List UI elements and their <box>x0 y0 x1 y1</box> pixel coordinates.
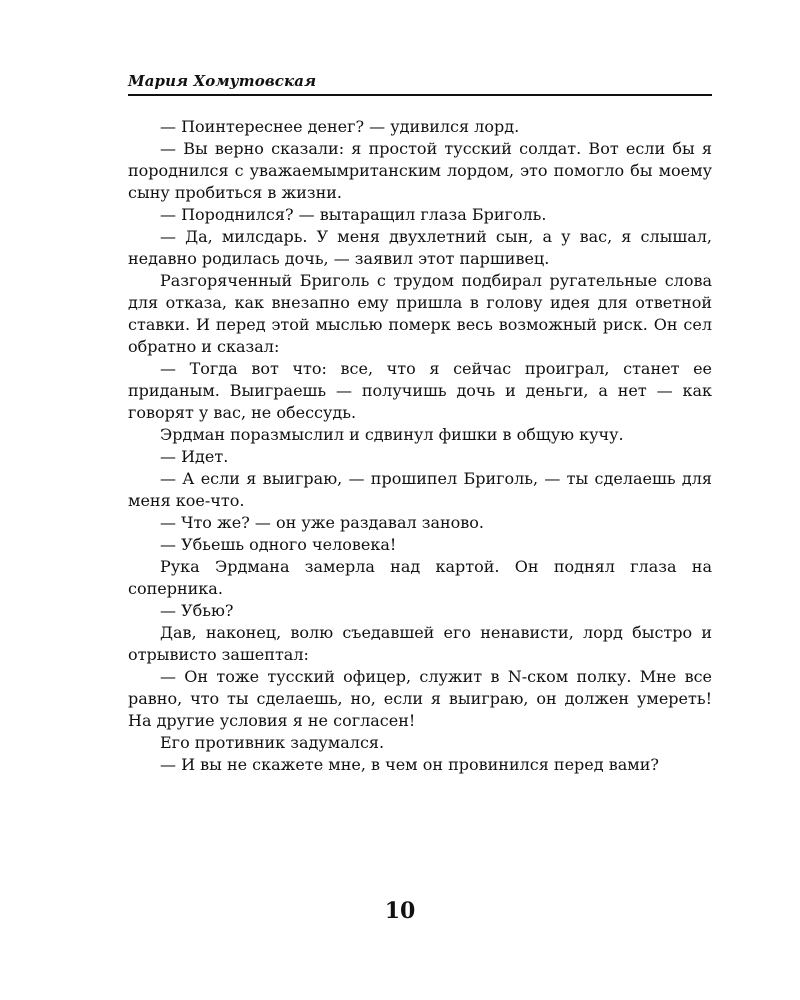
paragraph: Разгоряченный Бриголь с трудом подбирал ругательные слова для отказа, как внезапно ему пришла в голову идея для ответной ставки. И перед этой мыслью померк весь возможный риск. Он сел обратно и сказал: <box>128 271 712 356</box>
paragraph: Эрдман поразмыслил и сдвинул фишки в общую кучу. <box>160 425 624 444</box>
paragraph: — Он тоже тусский офицер, служит в N-ском полку. Мне все равно, что ты сделаешь, но, если я выиграю, он должен умереть! На другие условия я не согласен! <box>128 667 712 730</box>
header-rule <box>128 94 712 96</box>
paragraph: — Породнился? — вытаращил глаза Бриголь. <box>160 205 547 224</box>
page-body <box>128 116 712 776</box>
paragraph: — Идет. <box>160 447 229 466</box>
paragraph: Дав, наконец, волю съедавшей его ненависти, лорд быстро и отрывисто зашептал: <box>128 623 712 664</box>
paragraph: — Поинтереснее денег? — удивился лорд. <box>160 117 520 136</box>
paragraph: — Тогда вот что: все, что я сейчас проиграл, станет ее приданым. Выиграешь — получишь дочь и деньги, а нет — как говорят у вас, не обессудь. <box>128 359 712 422</box>
running-head-author: Мария Хомутовская <box>128 72 317 90</box>
paragraph: — И вы не скажете мне, в чем он провинился перед вами? <box>160 755 659 774</box>
paragraph: — А если я выиграю, — прошипел Бриголь, — ты сделаешь для меня кое-что. <box>128 469 712 510</box>
page-number: 10 <box>384 898 416 924</box>
paragraph: — Вы верно сказали: я простой тусский солдат. Вот если бы я породнился с уважаемымританским лордом, это помогло бы моему сыну пробиться в жизни. <box>128 139 712 202</box>
paragraph: Его противник задумался. <box>160 733 385 752</box>
paragraph: — Что же? — он уже раздавал заново. <box>160 513 485 532</box>
paragraph: Рука Эрдмана замерла над картой. Он поднял глаза на соперника. <box>128 557 712 598</box>
paragraph: — Убьешь одного человека! <box>160 535 397 554</box>
paragraph: — Убью? <box>160 601 234 620</box>
paragraph: — Да, милсдарь. У меня двухлетний сын, а у вас, я слышал, недавно родилась дочь, — заявил этот паршивец. <box>128 227 712 268</box>
